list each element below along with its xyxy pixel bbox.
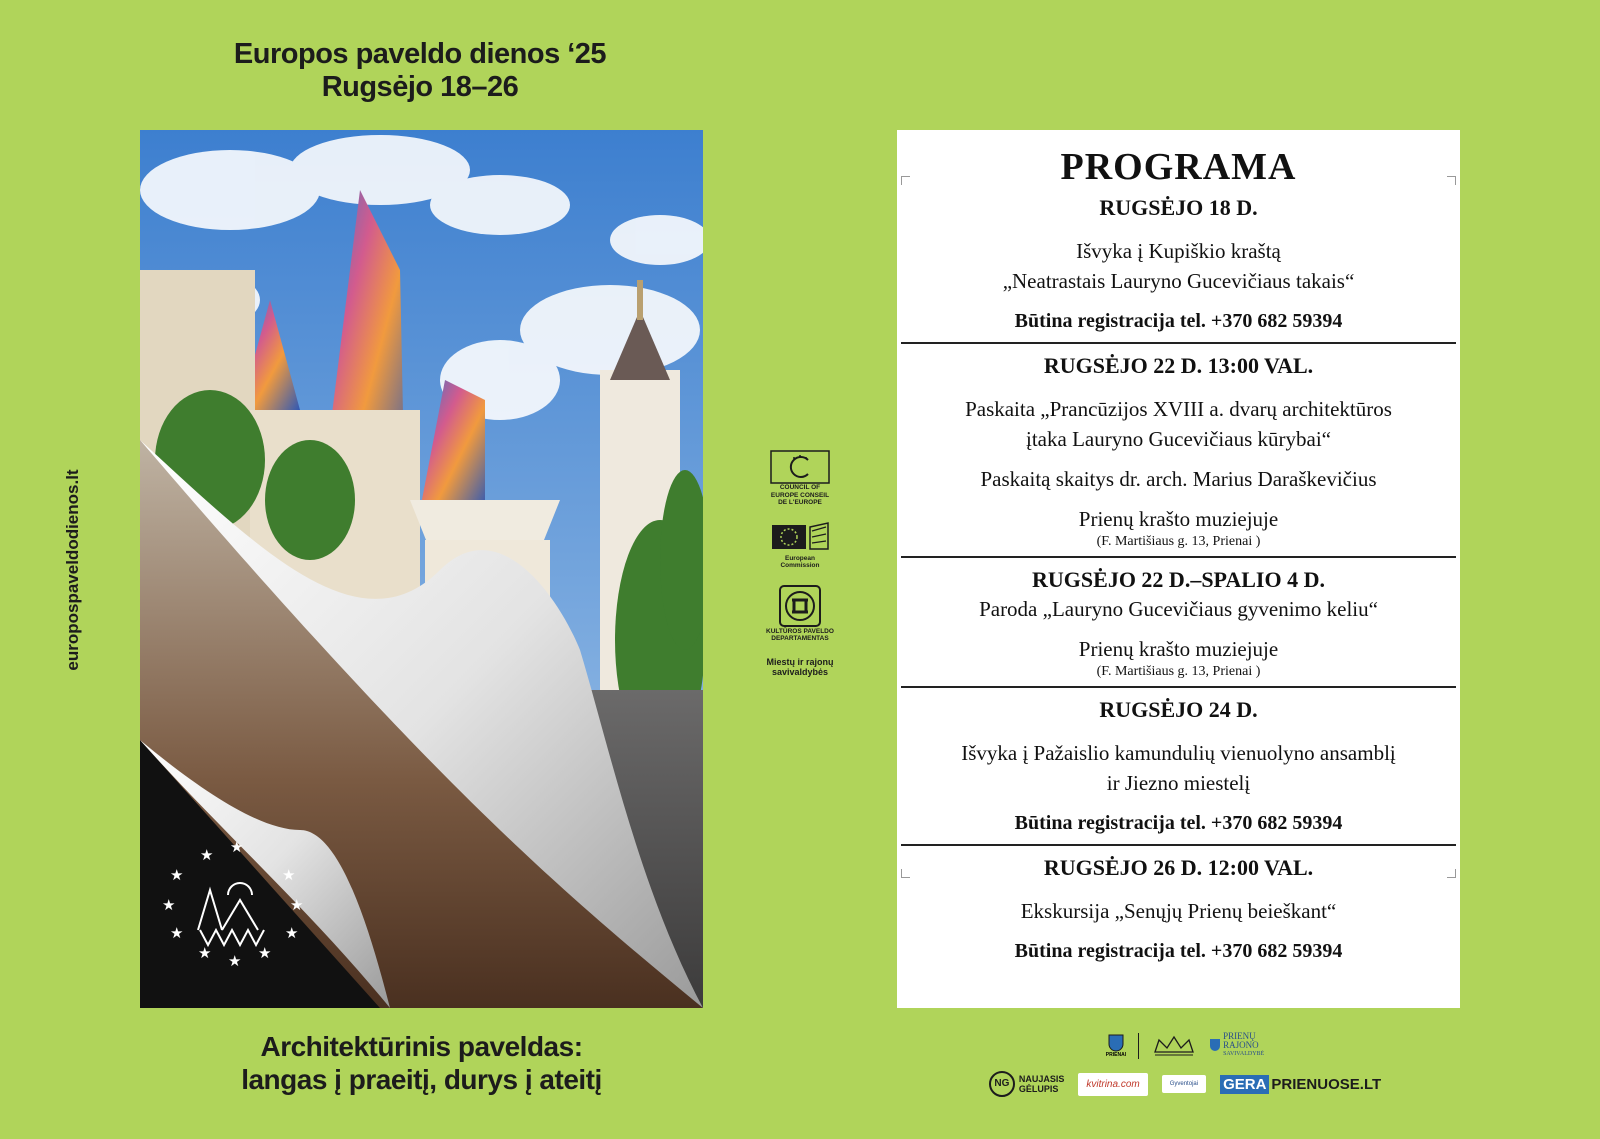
gera-label: GERA — [1220, 1075, 1269, 1094]
program-date: RUGSĖJO 18 D. — [1099, 195, 1258, 220]
website-url[interactable]: europospaveldodienos.lt — [63, 469, 82, 671]
program-text: Paskaita „Prancūzijos XVIII a. dvarų architektūros — [965, 397, 1392, 421]
header-line-2: Rugsėjo 18–26 — [321, 71, 519, 103]
council-of-europe-icon — [770, 450, 830, 484]
divider — [1138, 1033, 1139, 1059]
registration-phone[interactable]: Būtina registracija tel. +370 682 59394 — [1014, 940, 1343, 962]
museum-crown-icon — [1151, 1034, 1197, 1058]
program-text: ir Jiezno miestelį — [1106, 771, 1251, 795]
program-item — [897, 558, 1460, 686]
ng-label-2: GĖLUPIS — [1018, 1084, 1059, 1094]
svg-text:★: ★ — [200, 846, 214, 864]
program-address: (F. Martišiaus g. 13, Prienai ) — [1096, 534, 1261, 549]
svg-text:★: ★ — [230, 838, 244, 856]
header-line-1: Europos paveldo dienos ‘25 — [233, 38, 607, 70]
slogan-line-2: langas į praeitį, durys į ateitį — [241, 1064, 602, 1095]
program-text: įtaka Lauryno Gucevičiaus kūrybai“ — [1026, 427, 1331, 451]
program-text: Išvyka į Pažaislio kamundulių vienuolyno ansamblį — [961, 741, 1396, 765]
savivaldybes-label: Miestų ir rajonų savivaldybės — [766, 656, 834, 677]
program-text: Išvyka į Kupiškio kraštą — [1076, 239, 1281, 263]
partner-logos — [766, 450, 834, 691]
program-address: (F. Martišiaus g. 13, Prienai ) — [1096, 664, 1261, 679]
program-speaker: Paskaitą skaitys dr. arch. Marius Daraškevičius — [980, 467, 1377, 491]
registration-phone[interactable]: Būtina registracija tel. +370 682 59394 — [1014, 812, 1343, 834]
program-item — [897, 846, 1460, 964]
svg-text:★: ★ — [170, 924, 184, 942]
svg-text:★: ★ — [282, 866, 296, 884]
rajono-crest-icon — [1209, 1038, 1221, 1054]
svg-text:★: ★ — [198, 944, 212, 962]
council-of-europe-logo — [766, 450, 834, 507]
program-item — [897, 688, 1460, 844]
sponsor-logos — [994, 1031, 1382, 1097]
slogan-line-1: Architektūrinis paveldas: — [260, 1031, 583, 1062]
program-text: „Neatrastais Lauryno Gucevičiaus takais“ — [1002, 269, 1355, 293]
prienai-label: PRIENAI — [1105, 1051, 1127, 1058]
kpd-label: KULTŪROS PAVELDO DEPARTAMENTAS — [766, 627, 834, 642]
program-item — [897, 344, 1460, 556]
program-date: RUGSĖJO 26 D. 12:00 VAL. — [1043, 855, 1314, 880]
svg-text:★: ★ — [290, 896, 304, 914]
prienai-logo — [1106, 1034, 1126, 1058]
program-item — [897, 188, 1460, 342]
program-place: Prienų krašto muziejuje — [1078, 637, 1279, 661]
svg-text:★: ★ — [170, 866, 184, 884]
program-date: RUGSĖJO 22 D. 13:00 VAL. — [1043, 353, 1314, 378]
program-date: RUGSĖJO 22 D.–SPALIO 4 D. — [1032, 567, 1325, 592]
prienai-crest-icon — [1108, 1034, 1124, 1052]
prienu-rajono-logo — [1209, 1032, 1264, 1059]
registration-phone[interactable]: Būtina registracija tel. +370 682 59394 — [1014, 310, 1343, 332]
coe-label: COUNCIL OF EUROPE CONSEIL DE L'EUROPE — [770, 484, 830, 506]
kpd-emblem-icon — [778, 584, 822, 628]
program-panel — [897, 130, 1460, 1008]
program-title: PROGRAMA — [1060, 146, 1297, 188]
svg-text:★: ★ — [285, 924, 299, 942]
svg-text:★: ★ — [162, 896, 176, 914]
kpd-logo — [766, 584, 834, 643]
poster-slogan — [140, 1030, 703, 1096]
poster-image — [140, 130, 703, 1008]
prienuose-label: PRIENUOSE.LT — [1271, 1075, 1382, 1093]
crop-mark — [1447, 176, 1456, 185]
ng-label-1: NAUJASIS — [1018, 1074, 1065, 1084]
kvitrina-logo: kvitrina.com — [1078, 1073, 1147, 1096]
rajono-label-3: SAVIVALDYBĖ — [1223, 1051, 1265, 1057]
naujasis-gelupis-logo — [989, 1071, 1065, 1097]
eu-label: European Commission — [780, 554, 820, 569]
svg-text:★: ★ — [228, 952, 242, 970]
rajono-label-1: PRIENŲ — [1223, 1031, 1256, 1041]
gyventojai-logo: Gyventojai — [1162, 1075, 1206, 1093]
gera-prienuose-logo — [1220, 1075, 1381, 1094]
rajono-label-2: RAJONO — [1223, 1040, 1259, 1050]
program-place: Prienų krašto muziejuje — [1078, 507, 1279, 531]
european-commission-logo — [766, 521, 834, 570]
savivaldybes-logo — [766, 657, 834, 677]
page-header — [140, 38, 700, 104]
crop-mark — [901, 176, 910, 185]
eu-flag-icon — [770, 521, 830, 555]
program-text: Ekskursija „Senųjų Prienų beieškant“ — [1020, 899, 1337, 923]
svg-text:★: ★ — [258, 944, 272, 962]
program-date: RUGSĖJO 24 D. — [1099, 697, 1258, 722]
program-text: Paroda „Lauryno Gucevičiaus gyvenimo keliu“ — [979, 597, 1378, 621]
ng-mark: NG — [989, 1071, 1015, 1097]
